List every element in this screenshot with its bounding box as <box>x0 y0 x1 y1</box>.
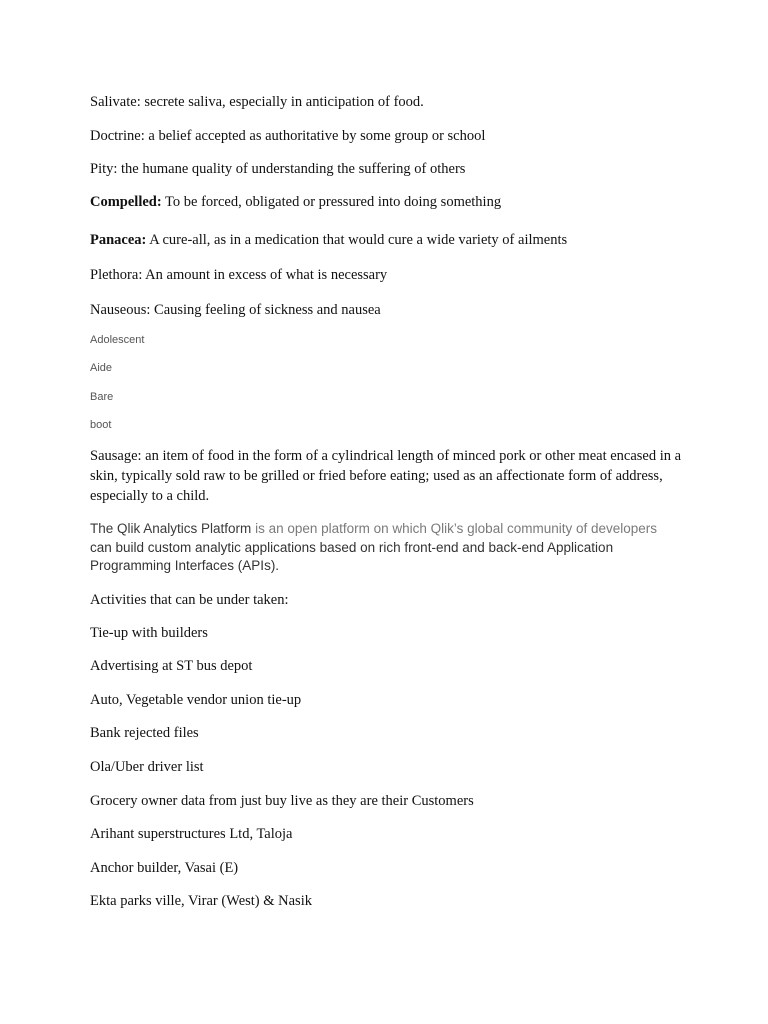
activity-item: Arihant superstructures Ltd, Taloja <box>90 826 293 842</box>
activity-item: Advertising at ST bus depot <box>90 658 253 674</box>
activity-item: Ola/Uber driver list <box>90 759 204 775</box>
qlik-platform-link[interactable]: The Qlik Analytics Platform <box>90 521 252 536</box>
definition-compelled-text: To be forced, obligated or pressured into doing something <box>161 194 502 210</box>
word-bare: Bare <box>90 391 114 403</box>
word-boot: boot <box>90 419 112 431</box>
definition-panacea <box>90 230 690 250</box>
activities-heading: Activities that can be under taken: <box>90 592 289 608</box>
term-compelled: Compelled: <box>90 194 162 210</box>
activity-item: Ekta parks ville, Virar (West) & Nasik <box>90 893 312 909</box>
activity-item: Tie-up with builders <box>90 625 208 641</box>
word-aide: Aide <box>90 362 113 374</box>
qlik-paragraph <box>90 520 690 576</box>
definition-salivate: Salivate: secrete saliva, especially in anticipation of food. <box>90 94 424 110</box>
definition-pity: Pity: the humane quality of understanding the suffering of others <box>90 161 466 177</box>
definition-nauseous: Nauseous: Causing feeling of sickness and nausea <box>90 302 381 318</box>
definition-compelled <box>90 192 690 212</box>
definition-panacea-text: A cure-all, as in a medication that would cure a wide variety of ailments <box>146 232 568 248</box>
qlik-line-1-rest: is an open platform on which Qlik’s global community of developers <box>251 521 658 536</box>
word-adolescent: Adolescent <box>90 334 145 346</box>
activity-item: Grocery owner data from just buy live as they are their Customers <box>90 793 474 809</box>
term-panacea: Panacea: <box>90 232 147 248</box>
qlik-line-1 <box>90 520 690 539</box>
qlik-line-3: Programming Interfaces (APIs). <box>90 558 280 573</box>
definition-sausage: Sausage: an item of food in the form of a cylindrical length of minced pork or other meat encased in a skin, typically sold raw to be grilled or fried before eating; used as an affectionate form of address, especially to a child. <box>90 448 682 504</box>
activity-item: Bank rejected files <box>90 725 199 741</box>
definition-doctrine: Doctrine: a belief accepted as authoritative by some group or school <box>90 128 486 144</box>
activity-item: Anchor builder, Vasai (E) <box>90 860 239 876</box>
definition-plethora: Plethora: An amount in excess of what is necessary <box>90 267 388 283</box>
qlik-line-2: can build custom analytic applications based on rich front-end and back-end Application <box>90 539 614 555</box>
activity-item: Auto, Vegetable vendor union tie-up <box>90 692 302 708</box>
